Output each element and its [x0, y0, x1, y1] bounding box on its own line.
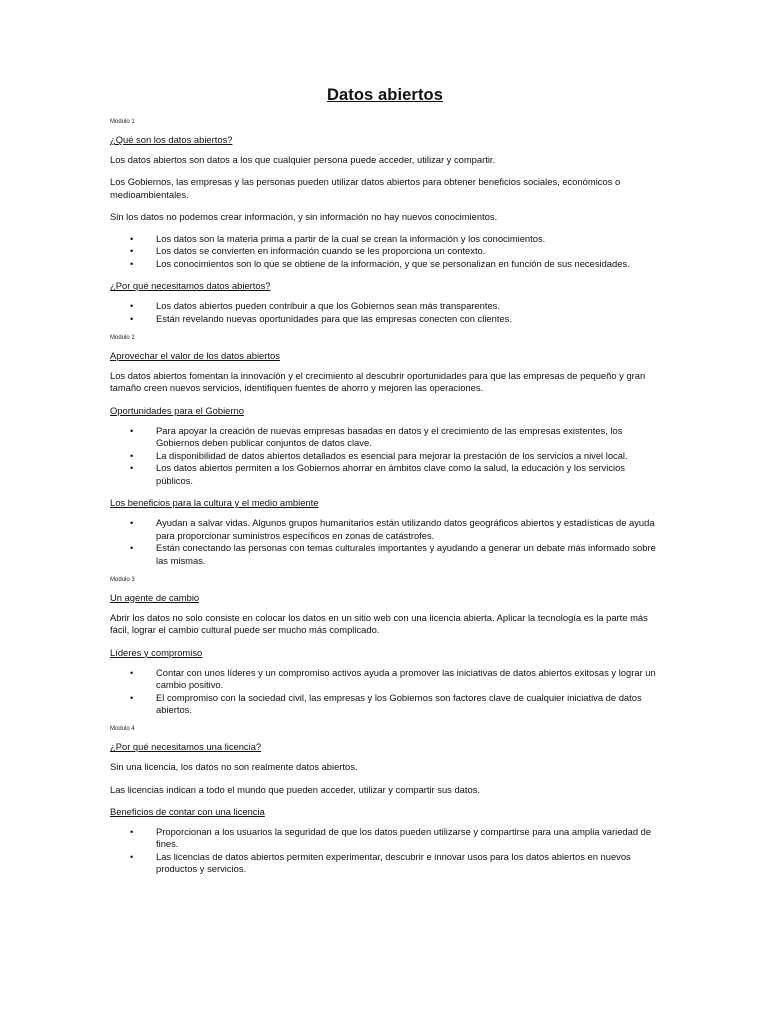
list-item	[110, 851, 660, 876]
bullet-icon: •	[130, 825, 134, 837]
list-item-text: La disponibilidad de datos abiertos detallados es esencial para mejorar la prestación de los servicios a nivel local.	[156, 449, 628, 461]
list-item-text: Los datos se convierten en información cuando se les proporciona un contexto.	[156, 245, 486, 257]
list-item	[110, 542, 660, 567]
list-item	[110, 450, 660, 463]
section-heading: Beneficios de contar con una licencia	[110, 805, 265, 817]
paragraph: Los datos abiertos son datos a los que cualquier persona puede acceder, utilizar y compartir.	[110, 154, 496, 165]
bullet-list	[110, 517, 660, 567]
paragraph: Sin una licencia, los datos no son realmente datos abiertos.	[110, 761, 358, 773]
list-item	[110, 667, 660, 692]
section-heading: Oportunidades para el Gobierno	[110, 404, 244, 416]
bullet-list	[110, 233, 660, 271]
bullet-list	[110, 300, 660, 325]
section-heading: ¿Qué son los datos abiertos?	[110, 134, 233, 145]
list-item-text: Para apoyar la creación de nuevas empresas basadas en datos y el crecimiento de las empresas existentes, los Gobiernos deben publicar conjuntos de datos clave.	[156, 424, 623, 449]
list-item	[110, 258, 660, 271]
bullet-icon: •	[130, 462, 134, 474]
bullet-icon: •	[130, 449, 134, 461]
list-item	[110, 826, 660, 851]
list-item	[110, 517, 660, 542]
list-item	[110, 300, 660, 313]
list-item-text: Los datos abiertos permiten a los Gobiernos ahorrar en ámbitos clave como la salud, la educación y los servicios públicos.	[156, 462, 625, 486]
list-item	[110, 233, 660, 246]
list-item	[110, 313, 660, 326]
module-section	[110, 335, 660, 568]
list-item-text: Ayudan a salvar vidas. Algunos grupos humanitarios están utilizando datos geográficos abiertos y estadísticas de ayuda para proporcionar suministros específicos en zonas de catástrofes.	[156, 517, 655, 541]
list-item-text: Los datos abiertos pueden contribuir a que los Gobiernos sean más transparentes.	[156, 300, 500, 312]
bullet-icon: •	[130, 691, 134, 703]
module-section	[110, 119, 660, 325]
page-title: Datos abiertos	[326, 86, 443, 104]
bullet-icon: •	[130, 517, 134, 528]
bullet-list	[110, 425, 660, 488]
list-item-text: Los datos son la materia prima a partir de la cual se crean la información y los conocimientos.	[156, 232, 546, 244]
list-item	[110, 245, 660, 258]
list-item-text: Las licencias de datos abiertos permiten experimentar, descubrir e innovar usos para los datos abiertos en nuevos productos y servicios.	[156, 850, 631, 875]
bullet-icon: •	[130, 542, 134, 554]
bullet-list	[110, 826, 660, 876]
section-heading: ¿Por qué necesitamos una licencia?	[110, 741, 262, 753]
section-heading: Aprovechar el valor de los datos abiertos	[110, 349, 280, 361]
list-item-text: Están revelando nuevas oportunidades para que las empresas conecten con clientes.	[156, 312, 512, 324]
list-item-text: Contar con unos líderes y un compromiso activos ayuda a promover las iniciativas de datos abiertos exitosas y lograr un cambio positivo.	[156, 666, 656, 691]
bullet-icon: •	[130, 312, 134, 324]
module-label: Modulo 3	[110, 576, 135, 583]
bullet-icon: •	[130, 232, 134, 244]
module-label: Modulo 4	[110, 726, 135, 733]
list-item-text: El compromiso con la sociedad civil, las empresas y los Gobiernos son factores clave de cualquier iniciativa de datos abiertos.	[156, 691, 642, 716]
list-item-text: Están conectando las personas con temas culturales importantes y ayudando a generar un debate más informado sobre las mismas.	[156, 542, 656, 566]
paragraph: Las licencias indican a todo el mundo que pueden acceder, utilizar y compartir sus datos.	[110, 783, 481, 795]
bullet-icon: •	[130, 424, 134, 436]
list-item	[110, 462, 660, 487]
module-label: Modulo 1	[110, 119, 135, 125]
list-item-text: Los conocimientos son lo que se obtiene de la información, y que se personalizan en función de sus necesidades.	[156, 258, 630, 270]
module-section	[110, 577, 660, 717]
section-heading: ¿Por qué necesitamos datos abiertos?	[110, 280, 271, 292]
bullet-icon: •	[130, 245, 134, 257]
module-label: Modulo 2	[110, 334, 135, 341]
document-body	[110, 119, 660, 876]
bullet-icon: •	[130, 300, 134, 312]
paragraph: Los datos abiertos fomentan la innovación y el crecimiento al descubrir oportunidades para que las empresas de pequeño y gran tamaño creen nuevos servicios, identifiquen fuentes de ahorro y mejoren las operaciones.	[110, 369, 646, 394]
paragraph: Sin los datos no podemos crear información, y sin información no hay nuevos conocimientos.	[110, 210, 498, 222]
bullet-icon: •	[130, 666, 134, 678]
list-item	[110, 692, 660, 717]
list-item-text: Proporcionan a los usuarios la seguridad de que los datos pueden utilizarse y compartirse para una amplia variedad de fines.	[156, 825, 652, 850]
section-heading: Líderes y compromiso	[110, 646, 203, 658]
bullet-list	[110, 667, 660, 717]
list-item	[110, 425, 660, 450]
bullet-icon: •	[130, 850, 134, 862]
paragraph: Abrir los datos no solo consiste en colocar los datos en un sitio web con una licencia abierta. Aplicar la tecnología es la parte más fácil, lograr el cambio cultural puede ser mucho más complicado.	[110, 611, 648, 636]
section-heading: Un agente de cambio	[110, 591, 200, 603]
section-heading: Los beneficios para la cultura y el medio ambiente	[110, 497, 319, 508]
bullet-icon: •	[130, 258, 134, 270]
paragraph: Los Gobiernos, las empresas y las personas pueden utilizar datos abiertos para obtener beneficios sociales, económicos o medioambientales.	[110, 176, 621, 200]
module-section	[110, 726, 660, 876]
